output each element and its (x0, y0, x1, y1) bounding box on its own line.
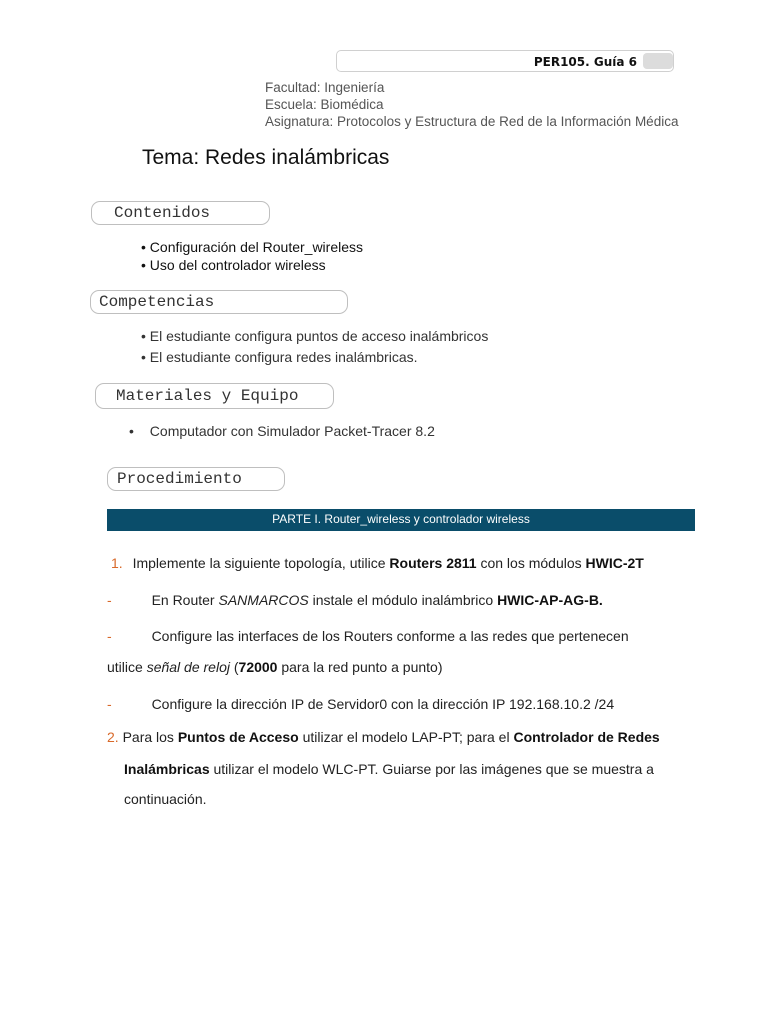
list-item: • El estudiante configura puntos de acceso inalámbricos (141, 328, 489, 344)
header-box (336, 50, 674, 72)
section-materiales (95, 383, 334, 409)
list-item: • Uso del controlador wireless (141, 257, 326, 273)
substep-3: - Configure la dirección IP de Servidor0 con la dirección IP 192.168.10.2 /24 (107, 696, 615, 712)
substep-2-continuation: utilice señal de reloj (72000 para la red punto a punto) (107, 659, 443, 675)
step-number: 1. (111, 555, 123, 571)
substep-2: - Configure las interfaces de los Routers conforme a las redes que pertenecen (107, 628, 629, 644)
dash-icon: - (107, 628, 112, 644)
asignatura: Asignatura: Protocolos y Estructura de Red de la Información Médica (265, 114, 679, 129)
step-2: 2. Para los Puntos de Acceso utilizar el modelo LAP-PT; para el Controlador de Redes (107, 729, 660, 745)
section-competencias (90, 290, 348, 314)
dash-icon: - (107, 696, 112, 712)
section-procedimiento (107, 467, 285, 491)
step-number: 2. (107, 729, 119, 745)
facultad: Facultad: Ingeniería (265, 80, 385, 95)
section-title: Materiales y Equipo (116, 387, 299, 405)
list-item: • Configuración del Router_wireless (141, 239, 364, 255)
escuela: Escuela: Biomédica (265, 97, 384, 112)
list-item: • Computador con Simulador Packet-Tracer 8.2 (129, 423, 435, 439)
section-title: Contenidos (114, 204, 211, 222)
step-1: 1. Implemente la siguiente topología, utilice Routers 2811 con los módulos HWIC-2T (111, 555, 644, 571)
dash-icon: - (107, 592, 112, 608)
page-number-pill (643, 53, 673, 69)
section-contenidos (91, 201, 270, 225)
step-2-continuation: Inalámbricas utilizar el modelo WLC-PT. Guiarse por las imágenes que se muestra a (124, 761, 654, 777)
bullet-icon: • (129, 423, 134, 439)
parte-bar: PARTE I. Router_wireless y controlador wireless (107, 509, 695, 531)
substep-1: - En Router SANMARCOS instale el módulo inalámbrico HWIC-AP-AG-B. (107, 592, 603, 608)
list-item: • El estudiante configura redes inalámbricas. (141, 349, 418, 365)
section-title: Competencias (99, 293, 215, 311)
section-title: Procedimiento (117, 470, 242, 488)
page-title: Tema: Redes inalámbricas (142, 146, 390, 169)
step-2-continuation-2: continuación. (124, 791, 207, 807)
guide-code: PER105. Guía 6 (533, 55, 637, 69)
